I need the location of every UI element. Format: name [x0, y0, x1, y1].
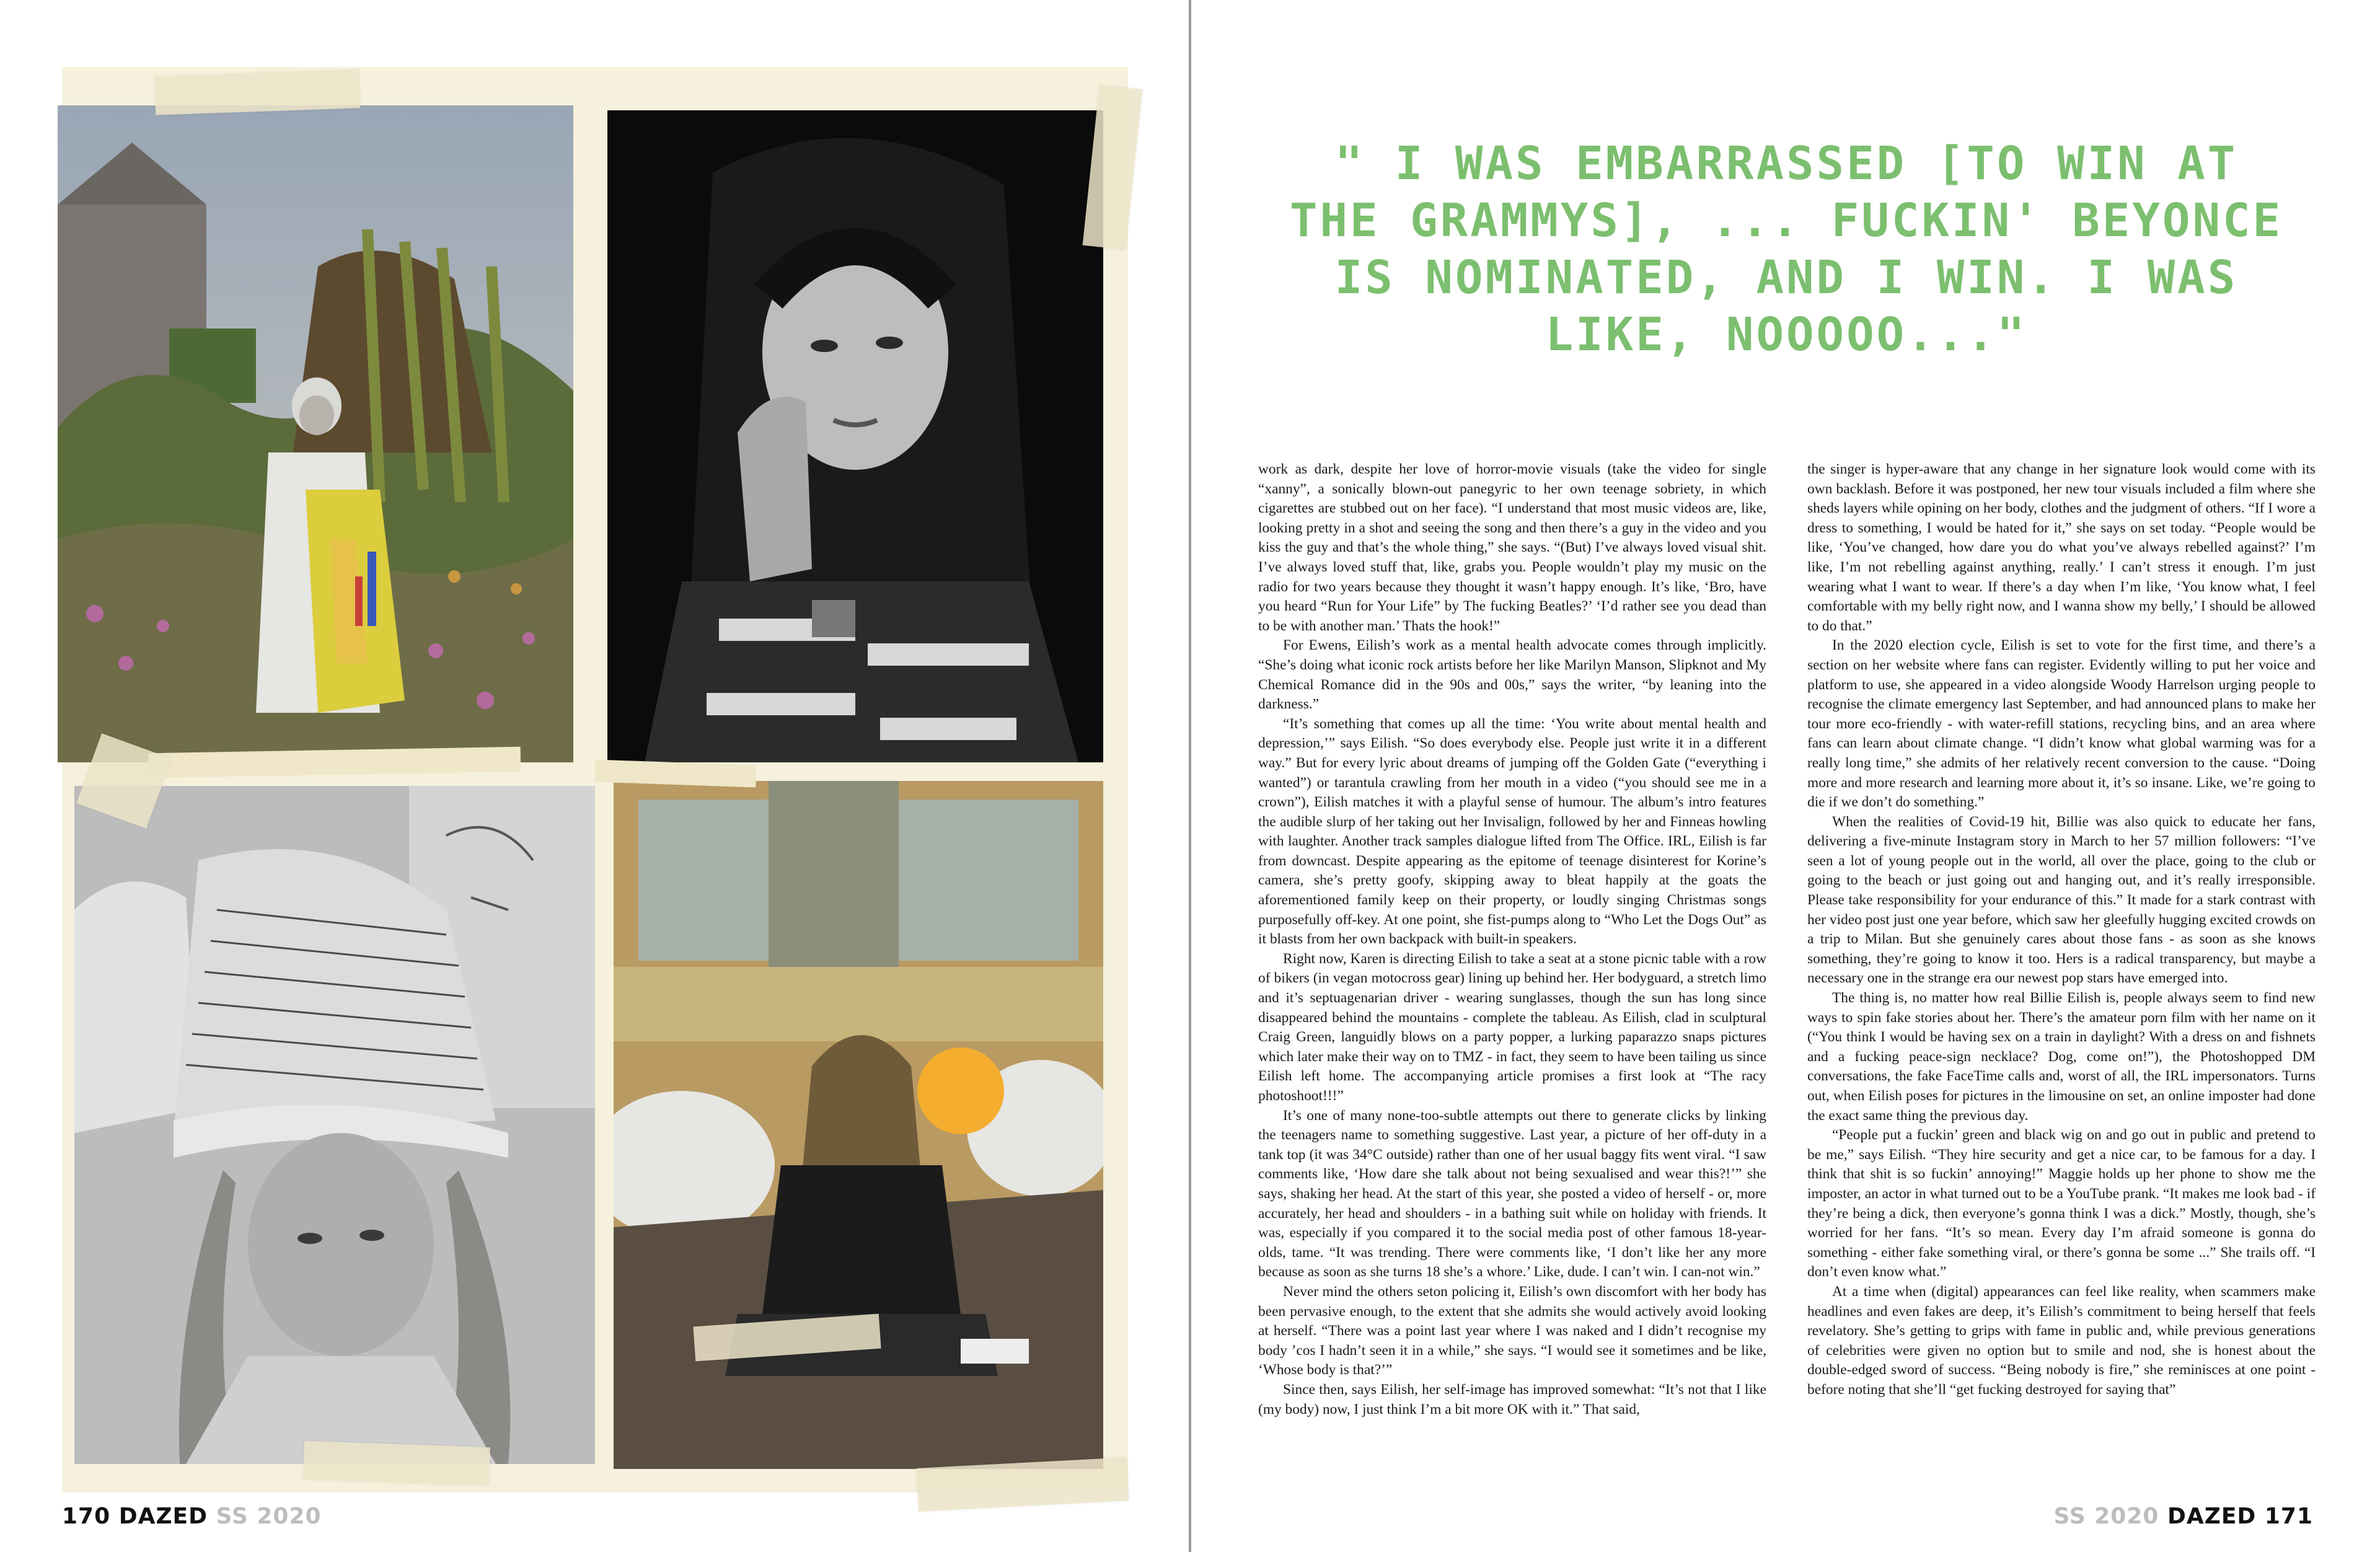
article-paragraph: It’s one of many none-too-subtle attempts out there to generate clicks by linking the teenagers name to something suggestive. Last year, a picture of her off-duty in a tank top (it was 34°C outside) rather than one of her usual baggy fits went viral. “I saw comments like, ‘How dare she talk about not being sexualised and wear this?!’” she says, shaking her head. At the start of this year, she posted a video of herself - or, more accurately, her head and shoulders - in a bathing suit while on holiday with friends. It was, especially if you compared it to the social media post of other famous 18-year-olds, tame. “It was trending. There were comments like, ‘I don’t like her any more because as soon as she turns 18 she’s a whore.’ Like, dude. I can’t win. I can-not win.”: [1258, 1107, 1766, 1281]
folio-brand: DAZED: [118, 1504, 208, 1529]
article-paragraph: The thing is, no matter how real Billie Eilish is, people always seem to find new ways to spin fake stories about her. There’s the amateur porn film with her name on it (“You think I would be having sex on a train in daylight? With a dress on and fishnets and a fucking peace-sign necklace? Dog, come on!”), the Photoshopped DM conversations, the fake FaceTime calls and, worst of all, the IRL impersonators. Turns out, when Eilish poses for pictures in the limousine on set, an online imposter had done the exact same thing the previous day.: [1807, 990, 2316, 1124]
folio-left: [62, 1504, 322, 1529]
photo-newspaper-hat-image: [74, 786, 595, 1464]
article-paragraph: Since then, says Eilish, her self-image has improved somewhat: “It’s not that I like (my body) now, I just think I’m a bit more OK with it.” That said,: [1258, 1381, 1766, 1418]
article-column-1: [1258, 460, 1766, 1419]
folio-page-number: 170: [62, 1504, 111, 1529]
photo-portrait: [607, 110, 1103, 762]
folio-issue: SS 2020: [216, 1504, 322, 1529]
tape-strip: [154, 69, 360, 115]
pull-quote: " I WAS EMBARRASSED [TO WIN AT THE GRAMMYS], ... FUCKIN' BEYONCE IS NOMINATED, AND I WIN. I WAS LIKE, NOOOOO...": [1289, 137, 2283, 361]
photo-bedroom: [614, 781, 1103, 1469]
article-paragraph: Right now, Karen is directing Eilish to take a seat at a stone picnic table with a row of bikers (in vegan motocross gear) lining up behind her. Her bodyguard, a stretch limo and it’s septuagenarian driver - wearing sunglasses, though the sun has long since disappeared behind the mountains - complete the tableau. As Eilish, clad in sculptural Craig Green, languidly blows on a party popper, a lurking paparazzo snaps pictures which later make their way on to TMZ - in fact, they seem to have been tailing us since Eilish left home. The accompanying article promises a first look at “The racy photoshoot!!!”: [1258, 950, 1766, 1104]
tape-strip: [303, 1441, 490, 1486]
article-paragraph: the singer is hyper-aware that any change in her signature look would come with its own backlash. Before it was postponed, her new tour visuals included a film where she sheds layers while opining on her body, clothes and the judgment of others. “If I wore a dress to something, I would be hated for it,” she says on set today. “People would be like, ‘You’ve changed, how dare you do what you’ve always rebelled against?’ I’m like, I’m not rebelling against anything, really.’ I can’t stress it enough. I’m just wearing what I want to wear. If there’s a day when I’m like, ‘You know what, I feel comfortable with my belly right now, and I wanna show my belly,’ I should be allowed to do that.”: [1807, 461, 2316, 634]
article-paragraph: For Ewens, Eilish’s work as a mental health advocate comes through implicitly. “She’s doing what iconic rock artists before her like Marilyn Manson, Slipknot and My Chemical Romance did in the 90s and 00s,” says the writer, “by leaning into the darkness.”: [1258, 637, 1766, 713]
article-paragraph: Never mind the others seton policing it, Eilish’s own discomfort with her body has been pervasive enough, to the extent that she admits she would actively avoid looking at herself. “There was a point last year where I was naked and I didn’t recognise my body ’cos I hadn’t seen it in a while,” she says. “I would see it sometimes and be like, ‘Whose body is that?’”: [1258, 1283, 1766, 1378]
photo-garden-image: [58, 105, 573, 762]
right-page: [1191, 0, 2380, 1552]
folio-brand: DAZED: [2167, 1504, 2257, 1529]
photo-garden: [58, 105, 573, 762]
article-column-2: [1807, 460, 2316, 1400]
article-paragraph: At a time when (digital) appearances can feel like reality, when scammers make headlines and even fakes are deep, it’s Eilish’s commitment to being herself that feels revelatory. She’s getting to grips with fame in public and, while previous generations of celebrities were given no option but to smile and nod, she is honest about the double-edged sword of success. “Being nobody is fire,” she reminisces at one point - before noting that she’ll “get fucking destroyed for saying that”: [1807, 1283, 2316, 1398]
article-paragraph: “People put a fuckin’ green and black wig on and go out in public and pretend to be me,” says Eilish. “They hire security and get a nice car, to be famous for a day. I think that shit is so fuckin’ annoying!” Maggie holds up her phone to show me the imposter, an actor in what turned out to be a YouTube prank. “It makes me look bad - if they’re being a dick, then everyone’s gonna think I was a dick.” Mostly, though, she’s worried for her fans. “It’s so mean. Every day I’m afraid someone is gonna do something - either fake something viral, or there’s gonna be some ...” She trails off. “I don’t even know what.”: [1807, 1127, 2316, 1281]
photo-newspaper-hat: [74, 786, 595, 1464]
photo-portrait-image: [607, 110, 1103, 762]
left-page: [0, 0, 1189, 1552]
folio-page-number: 171: [2264, 1504, 2313, 1529]
folio-issue: SS 2020: [2053, 1504, 2159, 1529]
article-paragraph: When the realities of Covid-19 hit, Billie was also quick to educate her fans, delivering a five-minute Instagram story in March to her 57 million followers: “I’ve seen a lot of young people out in the world, all over the place, going to the club or going to the beach or just going out and hanging out, and it’s really irresponsible. Please take responsibility for your endurance of this.” It made for a stark contrast with her video post just one year before, which saw her gleefully hugging excited crowds on a trip to Milan. But she genuinely cares about those fans - as soon as she knows something, they’re going to know it too. Hers is a radical transparency, but maybe a necessary one in the strange era our newest pop stars have emerged into.: [1807, 813, 2316, 987]
article-paragraph: “It’s something that comes up all the time: ‘You write about mental health and depression,’” says Eilish. “So does everybody else. People just write it in a different way.” But for every lyric about dreams of jumping off the Golden Gate (“everything i wanted”) or tarantula crawling from her mouth in a video (“you should see me in a crown”), Eilish matches it with a playful sense of humour. The album’s intro features the audible slurp of her taking out her Invisalign, followed by her and Finneas howling with laughter. Another track samples dialogue lifted from The Office. IRL, Eilish is far from downcast. Despite appearing as the epitome of teenage disinterest for Korine’s camera, she’s pretty goofy, skipping away to bleat happily at the goats the aforementioned family keep on their property, or loudly singing Christmas songs purposefully off-key. At one point, she fist-pumps along to “Who Let the Dogs Out” as it blasts from her own backpack with built-in speakers.: [1258, 715, 1766, 948]
folio-right: [2053, 1504, 2313, 1529]
photo-bedroom-image: [614, 781, 1103, 1469]
article-paragraph: In the 2020 election cycle, Eilish is set to vote for the first time, and there’s a section on her website where fans can register. Evidently willing to put her voice and platform to use, she appeared in a video alongside Woody Harrelson urging people to recognise the climate emergency last September, and had announced plans to make her tour more eco-friendly - with water-refill stations, recycling bins, and an area where fans can learn about climate change. “I didn’t know what global warming was for a really long time,” she admits of her relatively recent conversion to the cause. “Doing more and more research and learning more about it, it’s so insane. Like, we’re going to die if we don’t do something.”: [1807, 637, 2316, 811]
article-paragraph: work as dark, despite her love of horror-movie visuals (take the video for single “xanny”, a sonically blown-out panegyric to her own teenage sobriety, in which cigarettes are stubbed out on her face). “I understand that most music videos are, like, looking pretty in a shot and seeing the song and then there’s a guy in the video and you kiss the guy and that’s the whole thing,” she says. “(But) I’ve always loved visual shit. I’ve always loved stuff that, like, grabs you. People wouldn’t play my music on the radio for two years because they thought it wasn’t happy enough. It’s like, ‘Bro, have you heard “Run for Your Life” by The fucking Beatles?’ ‘I’d rather see you dead than to be with another man.’ Thats the hook!”: [1258, 461, 1766, 634]
